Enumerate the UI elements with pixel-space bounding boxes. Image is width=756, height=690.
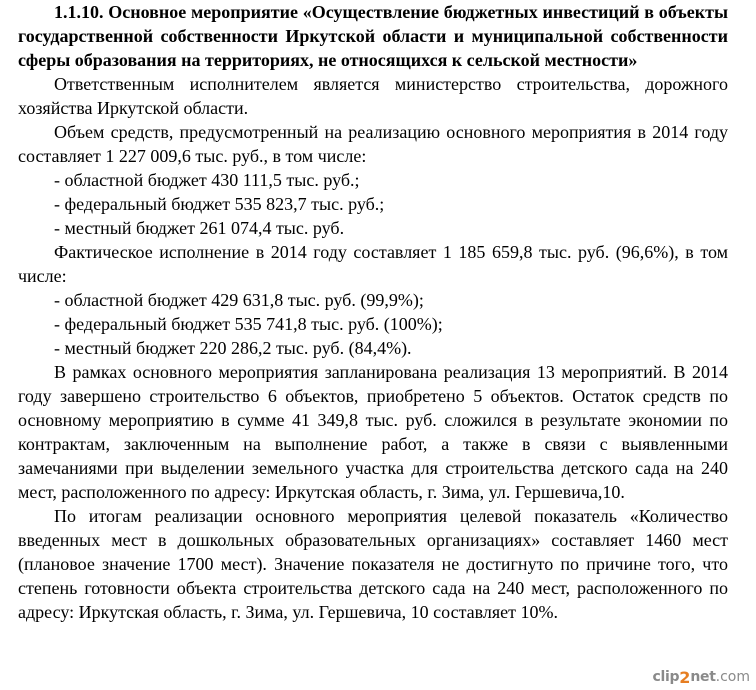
document-body	[18, 0, 728, 624]
section-heading: 1.1.10. Основное мероприятие «Осуществление бюджетных инвестиций в объекты государственной собственности Иркутской области и муниципальной собственности сферы образования на территориях, не относящихся к сельской местности»	[18, 2, 728, 70]
planned-local-budget: - местный бюджет 261 074,4 тыс. руб.	[54, 218, 345, 238]
actual-regional-budget: - областной бюджет 429 631,8 тыс. руб. (99,9%);	[54, 290, 424, 310]
planned-regional-budget: - областной бюджет 430 111,5 тыс. руб.;	[54, 170, 360, 190]
watermark-text-clip: clip	[652, 669, 680, 685]
actual-federal-budget: - федеральный бюджет 535 741,8 тыс. руб. (100%);	[54, 314, 443, 334]
watermark-text-net: net	[690, 669, 716, 685]
watermark-text-2: 2	[679, 667, 691, 687]
framework-paragraph: В рамках основного мероприятия запланирована реализация 13 мероприятий. В 2014 году завершено строительство 6 объектов, приобретено 5 объектов. Остаток средств по основному мероприятию в сумме 41 349,8 тыс. руб. сложился в результате экономии по контрактам, заключенным на выполнение работ, а также в связи с выявленными замечаниями при выделении земельного участка для строительства детского сада на 240 мест, расположенного по адресу: Иркутская область, г. Зима, ул. Гершевича,10.	[18, 362, 728, 502]
watermark-text-com: .com	[715, 669, 750, 685]
actual-local-budget: - местный бюджет 220 286,2 тыс. руб. (84,4%).	[54, 338, 412, 358]
planned-federal-budget: - федеральный бюджет 535 823,7 тыс. руб.;	[54, 194, 385, 214]
results-paragraph: По итогам реализации основного мероприятия целевой показатель «Количество введенных мест в дошкольных образовательных организациях» составляет 1460 мест (плановое значение 1700 мест). Значение показателя не достигнуто по причине того, что степень готовности объекта строительства детского сада на 240 мест, расположенного по адресу: Иркутская область, г. Зима, ул. Гершевича, 10 составляет 10%.	[18, 506, 728, 622]
actual-execution-paragraph: Фактическое исполнение в 2014 году составляет 1 185 659,8 тыс. руб. (96,6%), в том числе:	[18, 242, 728, 286]
responsible-paragraph: Ответственным исполнителем является министерство строительства, дорожного хозяйства Иркутской области.	[18, 74, 728, 118]
planned-funds-paragraph: Объем средств, предусмотренный на реализацию основного мероприятия в 2014 году составляет 1 227 009,6 тыс. руб., в том числе:	[18, 122, 728, 166]
watermark-logo	[653, 666, 750, 688]
